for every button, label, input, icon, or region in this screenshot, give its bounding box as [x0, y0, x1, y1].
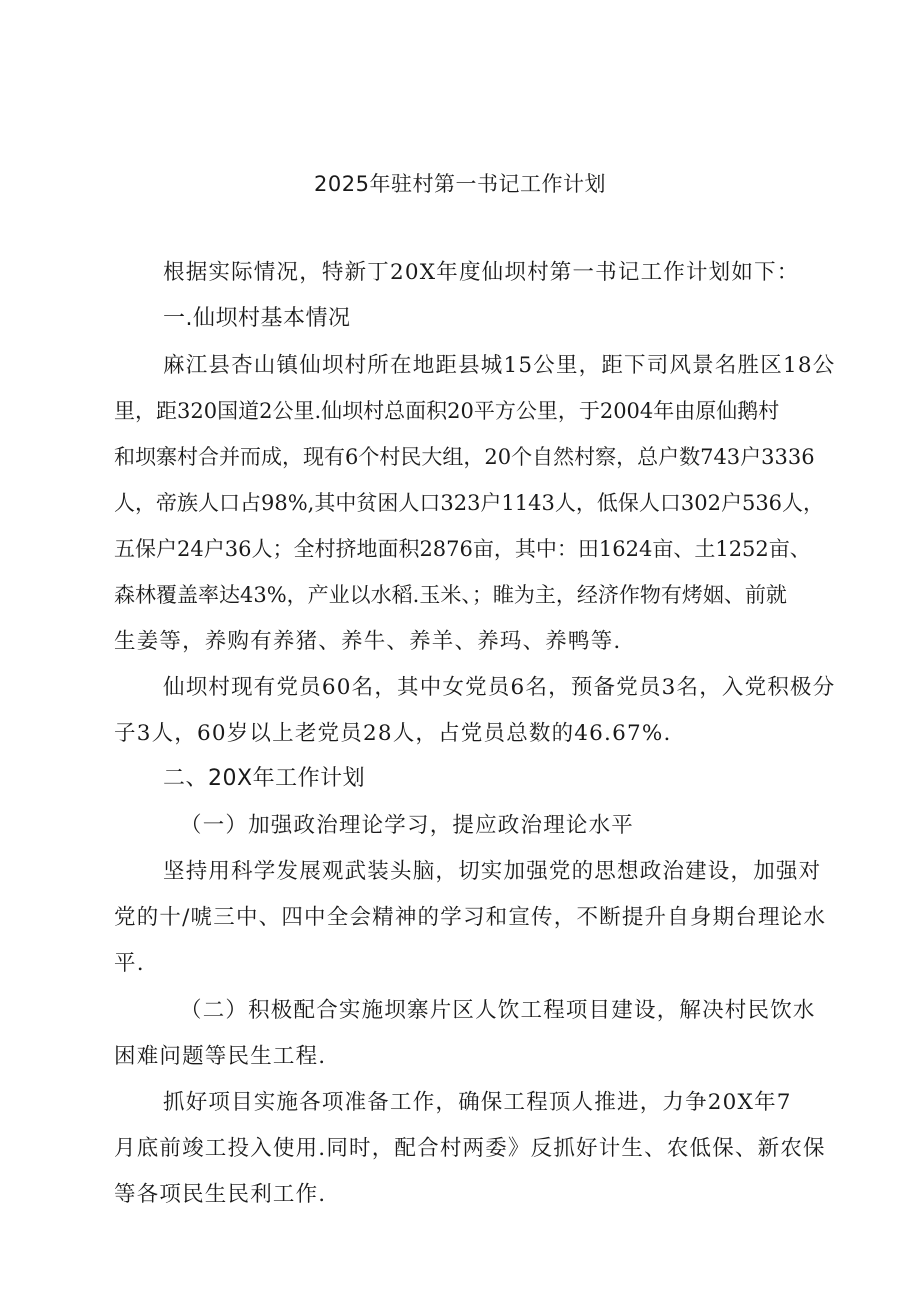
intro-paragraph-line: 根据实际情况，特新丁20X年度仙坝村第一书记工作计划如下： [163, 260, 800, 285]
paragraph-line: 人，帝族人口占98%,其中贫困人口323户1143人，低保人口302户536人， [114, 491, 825, 515]
subsection-heading-2: （二）积极配合实施坝寨片区人饮工程项目建设，解决村民饮水 [180, 998, 816, 1023]
paragraph-line: 抓好项目实施各项准备工作，确保工程顶人推进，力争20X年7 [163, 1090, 792, 1115]
section-heading-1: 一.仙坝村基本情况 [163, 306, 351, 331]
paragraph-line: 月底前竣工投入使用.同时，配合村两委》反抓好计生、农低保、新农保 [114, 1136, 826, 1161]
paragraph-line: 森林覆盖率达43%，产业以水稻.玉米、；睢为主，经济作物有烤姻、前就 [114, 583, 787, 607]
paragraph-line: 五保户24户36人；全村挤地面积2876亩，其中：田1624亩、土1252亩、 [114, 537, 811, 561]
paragraph-line: 生姜等，养购有养猪、养牛、养羊、养玛、养鸭等. [114, 629, 622, 654]
paragraph-line: 子3人，60岁以上老党员28人，占党员总数的46.67%. [114, 721, 672, 746]
paragraph-line: 坚持用科学发展观武装头脑，切实加强党的思想政治建设，加强对 [163, 859, 822, 884]
section-heading-2: 二、20X年工作计划 [163, 766, 366, 791]
paragraph-line: 里，距320国道2公里.仙坝村总面积20平方公里，于2004年由原仙鹅村 [114, 399, 780, 423]
paragraph-line: 等各项民生民利工作. [114, 1182, 327, 1207]
document-title: 2025年驻村第一书记工作计划 [314, 172, 606, 196]
paragraph-line: 麻江县杏山镇仙坝村所在地距县城15公里，距下司风景名胜区18公 [163, 353, 836, 378]
paragraph-line: 困难问题等民生工程. [114, 1044, 327, 1069]
subsection-heading-1: （一）加强政治理论学习，提应政治理论水平 [180, 813, 635, 838]
paragraph-line: 仙坝村现有党员60名，其中女党员6名，预备党员3名，入党积极分 [163, 675, 836, 700]
paragraph-line: 党的十/唬三中、四中全会精神的学习和宣传，不断提升自身期台理论水 [114, 905, 827, 930]
paragraph-line: 和坝寨村合并而成，现有6个村民大组，20个自然村察，总户数743户3336 [114, 445, 815, 469]
paragraph-line: 平. [114, 951, 145, 976]
